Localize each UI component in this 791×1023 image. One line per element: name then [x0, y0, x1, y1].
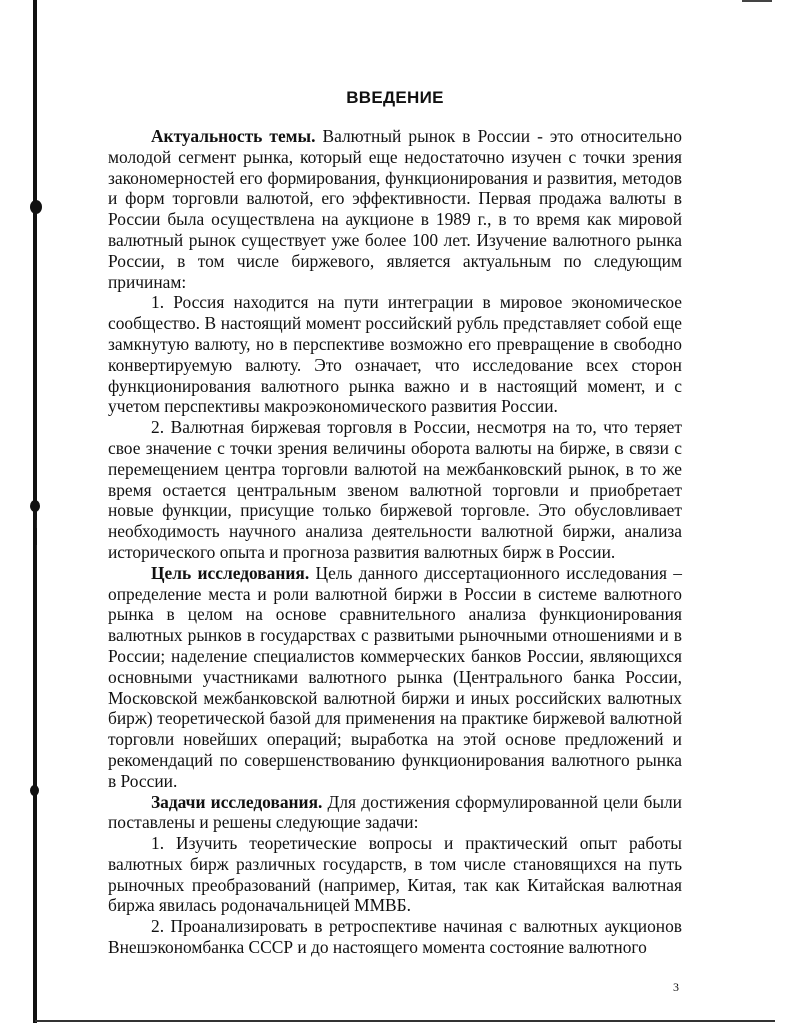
page-title: ВВЕДЕНИЕ	[346, 88, 444, 107]
bottom-edge-line	[35, 1020, 775, 1022]
lead-tasks: Задачи исследования.	[151, 791, 323, 812]
scan-mark	[36, 545, 37, 550]
document-body	[108, 126, 682, 958]
paragraph-task-2: 2. Проанализировать в ретроспективе начиная с валютных аукционов Внешэкономбанка СССР и до настоящего момента состояние валютного	[108, 916, 682, 958]
paragraph-goal: Цель исследования. Цель данного диссертационного исследования – определение места и роли валютной биржи в России в системе валютного рынка в целом на основе сравнительного анализа функционирования валютных рынков в государствах с развитыми рыночными отношениями и в России; наделение специалистов коммерческих банков России, являющихся основными участниками валютного рынка (Центрального банка России, Московской межбанковской валютной биржи и иных российских валютных бирж) теоретической базой для применения на практике биржевой валютной торговли новейших операций; выработка на этой основе предложений и рекомендаций по совершенствованию функционирования валютного рынка в России.	[108, 562, 682, 791]
scan-mark	[36, 520, 37, 528]
scan-artifact-top	[742, 0, 772, 2]
scan-mark	[30, 500, 40, 512]
paragraph-relevance: Актуальность темы. Валютный рынок в России - это относительно молодой сегмент рынка, который еще недостаточно изучен с точки зрения закономерностей его формирования, функционирования и развития, методов и форм торговли валютой, его эффективности. Первая продажа валюты в России была осуществлена на аукционе в 1989 г., в то время как мировой валютный рынок существует уже более 100 лет. Изучение валютного рынка России, в том числе биржевого, является актуальным по следующим причинам:	[108, 126, 682, 292]
lead-goal: Цель исследования.	[151, 562, 310, 583]
paragraph-task-1: 1. Изучить теоретические вопросы и практический опыт работы валютных бирж различных государств, в том числе становящихся на путь рыночных преобразований (например, Китая, так как Китайская валютная биржа явилась родоначальницей ММВБ.	[108, 833, 682, 916]
paragraph-tasks: Задачи исследования. Для достижения сформулированной цели были поставлены и решены следующие задачи:	[108, 791, 682, 833]
scan-mark	[30, 785, 39, 796]
lead-relevance: Актуальность темы.	[151, 126, 316, 146]
scan-mark	[30, 200, 42, 214]
page-number: 3	[673, 980, 679, 994]
paragraph-reason-2: 2. Валютная биржевая торговля в России, несмотря на то, что теряет свое значение с точки зрения величины оборота валюты на бирже, в связи с перемещением центра торговли валютой на межбанковский рынок, в то же время остается центральным звеном валютной торговли и приобретает новые функции, присущие только биржевой торговле. Это обусловливает необходимость научного анализа деятельности валютной биржи, анализа исторического опыта и прогноза развития валютных бирж в России.	[108, 417, 682, 562]
paragraph-reason-1: 1. Россия находится на пути интеграции в мировое экономическое сообщество. В настоящий момент российский рубль представляет собой еще замкнутую валюту, но в перспективе возможно его превращение в свободно конвертируемую валюту. Это означает, что исследование всех сторон функционирования валютного рынка важно и в настоящий момент, и с учетом перспективы макроэкономического развития России.	[108, 292, 682, 417]
